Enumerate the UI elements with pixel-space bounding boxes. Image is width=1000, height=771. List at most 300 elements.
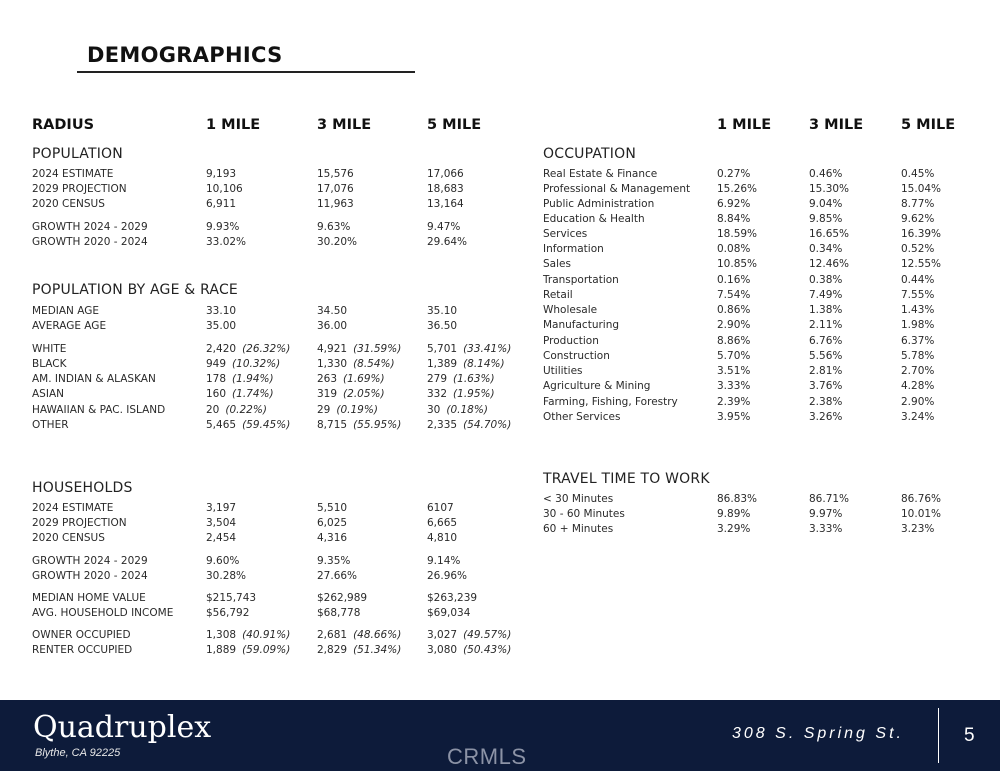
row-label: WHITE — [32, 343, 67, 355]
row-value — [206, 554, 239, 569]
value-number: 0.44% — [901, 274, 935, 286]
value-number: 949 — [206, 358, 227, 370]
value-number: 2,454 — [206, 532, 237, 544]
row-label: 2024 ESTIMATE — [32, 168, 114, 180]
value-number: 10.85% — [717, 258, 758, 270]
row-value — [717, 303, 750, 318]
row-value — [206, 501, 236, 516]
row-label: Wholesale — [543, 304, 598, 316]
value-number: $215,743 — [206, 592, 257, 604]
row-value — [809, 182, 849, 197]
row-value — [206, 235, 246, 250]
value-number: $56,792 — [206, 607, 250, 619]
value-number: 36.00 — [317, 320, 348, 332]
row-value — [901, 410, 934, 425]
row-value — [317, 606, 360, 621]
value-percent: (1.95%) — [453, 388, 495, 400]
row-label: MEDIAN AGE — [32, 305, 100, 317]
value-number: 6.37% — [901, 335, 935, 347]
row-value — [809, 242, 842, 257]
value-percent: (49.57%) — [463, 629, 512, 641]
value-number: 8,715 — [317, 419, 348, 431]
value-number: 4.28% — [901, 380, 935, 392]
row-label: Services — [543, 228, 588, 240]
value-number: 3.29% — [717, 523, 751, 535]
row-value — [317, 319, 347, 334]
row-value — [809, 522, 842, 537]
row-value — [317, 220, 350, 235]
row-value — [901, 288, 934, 303]
value-number: 3.33% — [717, 380, 751, 392]
row-label: < 30 Minutes — [543, 493, 614, 505]
column-header-3-mile: 3 MILE — [317, 117, 372, 133]
row-label: AVERAGE AGE — [32, 320, 107, 332]
value-percent: (31.59%) — [353, 343, 402, 355]
value-percent: (50.43%) — [463, 644, 512, 656]
value-number: 4,316 — [317, 532, 348, 544]
row-value — [317, 501, 347, 516]
value-percent: (59.09%) — [242, 644, 291, 656]
row-value — [901, 507, 941, 522]
row-value — [206, 357, 280, 372]
row-value — [317, 569, 357, 584]
row-label: GROWTH 2024 - 2029 — [32, 221, 148, 233]
row-label: BLACK — [32, 358, 67, 370]
row-label: 2029 PROJECTION — [32, 183, 127, 195]
value-number: 0.52% — [901, 243, 935, 255]
row-label: Professional & Management — [543, 183, 691, 195]
value-number: 0.34% — [809, 243, 843, 255]
row-value — [317, 531, 347, 546]
value-number: 3,197 — [206, 502, 237, 514]
row-value — [717, 273, 750, 288]
row-value — [717, 395, 750, 410]
value-number: $263,239 — [427, 592, 478, 604]
row-value — [809, 364, 842, 379]
brand-logo-text: Quadruplex — [33, 710, 212, 745]
row-value — [206, 628, 290, 643]
row-value — [901, 257, 941, 272]
value-number: 9.89% — [717, 508, 751, 520]
row-value — [427, 418, 511, 433]
row-value — [901, 379, 934, 394]
value-number: 8.77% — [901, 198, 935, 210]
value-percent: (8.14%) — [463, 358, 505, 370]
value-percent: (1.69%) — [343, 373, 385, 385]
value-number: 1.98% — [901, 319, 935, 331]
property-city: Blythe, CA 92225 — [35, 747, 121, 759]
row-label: 2020 CENSUS — [32, 198, 105, 210]
value-number: 10,106 — [206, 183, 243, 195]
row-value — [206, 418, 290, 433]
value-number: 9.14% — [427, 555, 461, 567]
row-value — [317, 418, 401, 433]
value-number: 6.76% — [809, 335, 843, 347]
value-number: 2.90% — [901, 396, 935, 408]
row-value — [901, 395, 934, 410]
row-value — [317, 197, 354, 212]
row-value — [317, 643, 401, 658]
value-number: 2.39% — [717, 396, 751, 408]
value-percent: (48.66%) — [353, 629, 402, 641]
row-value — [901, 522, 934, 537]
value-number: 9.93% — [206, 221, 240, 233]
value-number: 2.38% — [809, 396, 843, 408]
row-value — [809, 303, 842, 318]
households-heading: HOUSEHOLDS — [32, 480, 133, 496]
row-value — [717, 410, 750, 425]
row-value — [427, 372, 495, 387]
value-number: 9.85% — [809, 213, 843, 225]
row-value — [427, 628, 511, 643]
row-value — [427, 501, 454, 516]
value-percent: (59.45%) — [242, 419, 291, 431]
row-value — [809, 167, 842, 182]
row-value — [427, 387, 495, 402]
value-number: 3.26% — [809, 411, 843, 423]
row-value — [206, 167, 236, 182]
value-number: 263 — [317, 373, 338, 385]
occupation-heading: OCCUPATION — [543, 146, 637, 162]
value-number: 1.38% — [809, 304, 843, 316]
value-number: $262,989 — [317, 592, 368, 604]
value-number: 3.33% — [809, 523, 843, 535]
population-heading: POPULATION — [32, 146, 123, 162]
value-number: 0.16% — [717, 274, 751, 286]
value-number: 9.62% — [901, 213, 935, 225]
row-value — [717, 242, 750, 257]
row-value — [901, 197, 934, 212]
row-label: OTHER — [32, 419, 69, 431]
value-number: 2.11% — [809, 319, 843, 331]
value-number: 18,683 — [427, 183, 464, 195]
row-label: Construction — [543, 350, 610, 362]
value-percent: (40.91%) — [242, 629, 291, 641]
value-number: 86.76% — [901, 493, 942, 505]
row-value — [206, 643, 290, 658]
value-number: 29.64% — [427, 236, 468, 248]
row-value — [901, 349, 934, 364]
row-value — [901, 303, 934, 318]
row-value — [901, 242, 934, 257]
row-value — [427, 531, 457, 546]
value-number: 1.43% — [901, 304, 935, 316]
value-number: 7.54% — [717, 289, 751, 301]
row-value — [206, 182, 243, 197]
value-number: 15.26% — [717, 183, 758, 195]
row-value — [901, 364, 934, 379]
value-number: 35.00 — [206, 320, 237, 332]
row-value — [427, 220, 460, 235]
row-label: 2029 PROJECTION — [32, 517, 127, 529]
row-label: ASIAN — [32, 388, 64, 400]
row-value — [717, 197, 750, 212]
value-number: 1,389 — [427, 358, 458, 370]
value-number: 0.86% — [717, 304, 751, 316]
row-value — [901, 227, 941, 242]
row-value — [809, 318, 842, 333]
row-value — [427, 167, 464, 182]
value-number: 2.70% — [901, 365, 935, 377]
value-number: 1,889 — [206, 644, 237, 656]
row-label: RENTER OCCUPIED — [32, 644, 133, 656]
value-number: 16.39% — [901, 228, 942, 240]
value-number: 3,080 — [427, 644, 458, 656]
value-number: 2,420 — [206, 343, 237, 355]
value-number: 9.97% — [809, 508, 843, 520]
row-label: AM. INDIAN & ALASKAN — [32, 373, 156, 385]
row-value — [317, 554, 350, 569]
value-number: 86.71% — [809, 493, 850, 505]
value-number: 17,066 — [427, 168, 464, 180]
row-value — [901, 334, 934, 349]
title-underline — [77, 71, 415, 73]
value-number: 30.20% — [317, 236, 358, 248]
row-value — [206, 516, 236, 531]
value-number: 30.28% — [206, 570, 247, 582]
row-value — [206, 372, 274, 387]
row-label: 30 - 60 Minutes — [543, 508, 625, 520]
row-value — [809, 379, 842, 394]
row-value — [317, 372, 385, 387]
row-label: Agriculture & Mining — [543, 380, 651, 392]
value-number: 34.50 — [317, 305, 348, 317]
value-number: 20 — [206, 404, 220, 416]
value-number: 4,810 — [427, 532, 458, 544]
value-number: 5.78% — [901, 350, 935, 362]
value-number: 0.38% — [809, 274, 843, 286]
row-value — [317, 167, 354, 182]
row-value — [717, 257, 757, 272]
value-number: 12.55% — [901, 258, 942, 270]
row-value — [717, 349, 750, 364]
row-value — [809, 410, 842, 425]
row-value — [809, 507, 842, 522]
row-value — [317, 304, 347, 319]
value-number: 16.65% — [809, 228, 850, 240]
value-percent: (1.63%) — [453, 373, 495, 385]
value-number: 319 — [317, 388, 338, 400]
value-number: 3.51% — [717, 365, 751, 377]
row-value — [206, 531, 236, 546]
row-label: 2024 ESTIMATE — [32, 502, 114, 514]
row-label: GROWTH 2024 - 2029 — [32, 555, 148, 567]
row-label: Manufacturing — [543, 319, 620, 331]
row-value — [717, 288, 750, 303]
page-number: 5 — [964, 725, 975, 746]
travel-time-heading: TRAVEL TIME TO WORK — [543, 471, 710, 487]
row-value — [317, 591, 367, 606]
row-value — [427, 197, 464, 212]
row-label: HAWAIIAN & PAC. ISLAND — [32, 404, 166, 416]
value-number: 3.24% — [901, 411, 935, 423]
value-number: 178 — [206, 373, 227, 385]
row-value — [427, 403, 488, 418]
value-number: 36.50 — [427, 320, 458, 332]
row-label: 2020 CENSUS — [32, 532, 105, 544]
row-label: Transportation — [543, 274, 619, 286]
row-value — [717, 507, 750, 522]
row-value — [809, 334, 842, 349]
value-number: 2.81% — [809, 365, 843, 377]
row-value — [717, 334, 750, 349]
row-value — [717, 492, 757, 507]
value-number: 3,027 — [427, 629, 458, 641]
row-label: 60 + Minutes — [543, 523, 614, 535]
row-value — [809, 395, 842, 410]
row-label: MEDIAN HOME VALUE — [32, 592, 146, 604]
value-number: $68,778 — [317, 607, 361, 619]
row-value — [809, 227, 849, 242]
value-number: 332 — [427, 388, 448, 400]
value-number: 15,576 — [317, 168, 354, 180]
row-value — [717, 364, 750, 379]
value-number: 7.55% — [901, 289, 935, 301]
value-number: 1,330 — [317, 358, 348, 370]
row-value — [809, 288, 842, 303]
value-number: 1,308 — [206, 629, 237, 641]
row-value — [206, 606, 249, 621]
value-number: 160 — [206, 388, 227, 400]
value-number: 9.47% — [427, 221, 461, 233]
row-value — [809, 257, 849, 272]
value-number: 5,465 — [206, 419, 237, 431]
value-number: 3.95% — [717, 411, 751, 423]
value-percent: (0.19%) — [336, 404, 378, 416]
value-number: 27.66% — [317, 570, 358, 582]
row-value — [206, 319, 236, 334]
value-percent: (10.32%) — [232, 358, 281, 370]
row-value — [317, 516, 347, 531]
value-number: 0.45% — [901, 168, 935, 180]
row-value — [901, 212, 934, 227]
value-number: 6,911 — [206, 198, 237, 210]
row-value — [901, 167, 934, 182]
value-percent: (51.34%) — [353, 644, 402, 656]
row-value — [206, 342, 290, 357]
row-value — [206, 387, 274, 402]
value-number: 15.30% — [809, 183, 850, 195]
value-percent: (55.95%) — [353, 419, 402, 431]
row-value — [317, 403, 378, 418]
value-number: $69,034 — [427, 607, 471, 619]
value-number: 2,829 — [317, 644, 348, 656]
row-label: GROWTH 2020 - 2024 — [32, 236, 148, 248]
row-value — [317, 387, 385, 402]
value-number: 6,025 — [317, 517, 348, 529]
row-value — [809, 197, 842, 212]
row-label: AVG. HOUSEHOLD INCOME — [32, 607, 174, 619]
value-number: 4,921 — [317, 343, 348, 355]
value-number: 13,164 — [427, 198, 464, 210]
value-percent: (1.94%) — [232, 373, 274, 385]
footer-divider — [938, 708, 939, 763]
row-value — [717, 522, 750, 537]
row-value — [427, 516, 457, 531]
row-value — [206, 569, 246, 584]
row-value — [206, 403, 267, 418]
row-label: GROWTH 2020 - 2024 — [32, 570, 148, 582]
value-number: 5,510 — [317, 502, 348, 514]
row-label: OWNER OCCUPIED — [32, 629, 131, 641]
occupation-column-header-3-mile: 3 MILE — [809, 117, 864, 133]
row-value — [427, 606, 470, 621]
value-number: 2,681 — [317, 629, 348, 641]
value-percent: (2.05%) — [343, 388, 385, 400]
column-header-1-mile: 1 MILE — [206, 117, 261, 133]
value-number: 8.86% — [717, 335, 751, 347]
value-number: 6107 — [427, 502, 454, 514]
value-number: 35.10 — [427, 305, 458, 317]
row-value — [717, 182, 757, 197]
row-value — [427, 643, 511, 658]
row-value — [427, 304, 457, 319]
row-value — [901, 273, 934, 288]
value-percent: (0.22%) — [225, 404, 267, 416]
row-label: Sales — [543, 258, 571, 270]
row-label: Farming, Fishing, Forestry — [543, 396, 678, 408]
row-value — [717, 318, 750, 333]
value-number: 6.92% — [717, 198, 751, 210]
property-address: 308 S. Spring St. — [732, 725, 904, 742]
value-number: 2.90% — [717, 319, 751, 331]
value-number: 5.70% — [717, 350, 751, 362]
value-percent: (54.70%) — [463, 419, 512, 431]
row-value — [717, 379, 750, 394]
page-title: DEMOGRAPHICS — [87, 43, 283, 67]
value-percent: (8.54%) — [353, 358, 395, 370]
row-value — [317, 357, 395, 372]
value-number: 26.96% — [427, 570, 468, 582]
value-percent: (33.41%) — [463, 343, 512, 355]
value-number: 9.60% — [206, 555, 240, 567]
value-number: 9.63% — [317, 221, 351, 233]
footer-bar — [0, 700, 1000, 771]
column-header-5-mile: 5 MILE — [427, 117, 482, 133]
value-number: 29 — [317, 404, 331, 416]
row-value — [809, 492, 849, 507]
value-number: 0.46% — [809, 168, 843, 180]
value-number: 3,504 — [206, 517, 237, 529]
row-value — [317, 182, 354, 197]
value-number: 18.59% — [717, 228, 758, 240]
occupation-column-header-5-mile: 5 MILE — [901, 117, 956, 133]
value-number: 5.56% — [809, 350, 843, 362]
row-value — [717, 212, 750, 227]
row-value — [206, 304, 236, 319]
row-value — [206, 220, 239, 235]
row-label: Other Services — [543, 411, 621, 423]
row-value — [317, 342, 401, 357]
row-label: Retail — [543, 289, 573, 301]
value-number: 9,193 — [206, 168, 237, 180]
value-number: 11,963 — [317, 198, 354, 210]
row-value — [901, 182, 941, 197]
row-label: Real Estate & Finance — [543, 168, 658, 180]
row-value — [901, 318, 934, 333]
value-number: 7.49% — [809, 289, 843, 301]
crmls-watermark: CRMLS — [447, 744, 527, 769]
row-value — [717, 227, 757, 242]
row-value — [427, 182, 464, 197]
row-value — [427, 569, 467, 584]
value-number: 5,701 — [427, 343, 458, 355]
value-number: 8.84% — [717, 213, 751, 225]
row-label: Education & Health — [543, 213, 645, 225]
row-value — [901, 492, 941, 507]
row-value — [317, 628, 401, 643]
row-value — [427, 319, 457, 334]
